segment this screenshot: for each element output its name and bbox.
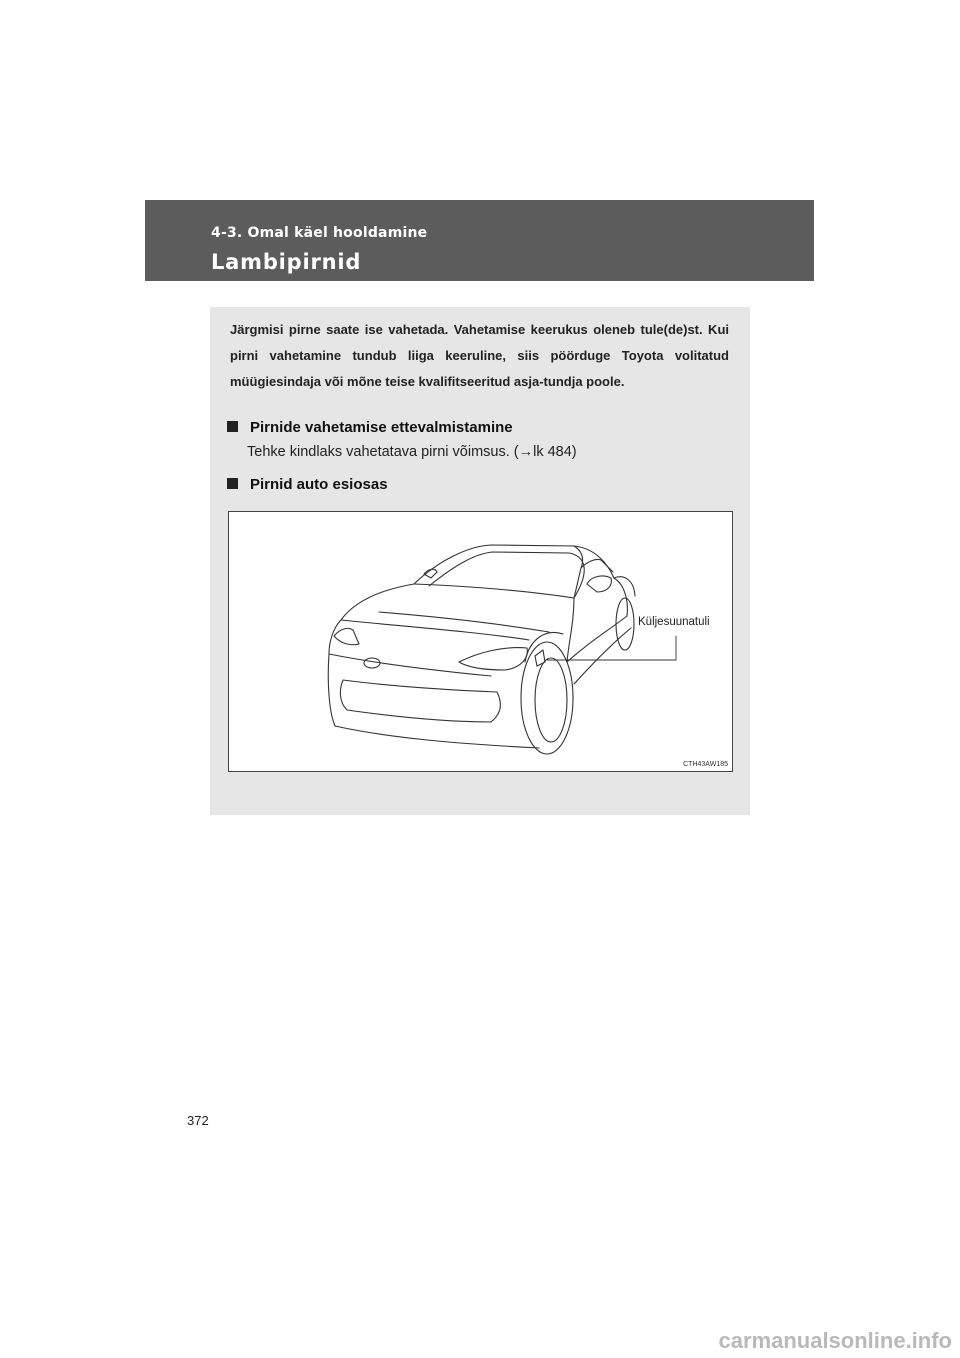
preparation-heading (227, 419, 513, 436)
intro-paragraph: Järgmisi pirne saate ise vahetada. Vahetamise keerukus oleneb tule(de)st. Kui pirni vahetamine tundub liiga keeruline, siis pöörduge Toyota volitatud müügiesindaja või mõne teise kvalifitseeritud asja-tundja poole. (230, 322, 729, 389)
preparation-text: Tehke kindlaks vahetatava pirni võimsus. (→lk 484) (247, 444, 577, 460)
figure-code: CTH43AW185 (683, 761, 728, 768)
square-bullet-icon (227, 421, 238, 432)
square-bullet-icon (227, 478, 238, 489)
watermark: carmanualsonline.info (718, 1328, 952, 1353)
car-illustration (229, 512, 732, 771)
car-front-figure (228, 511, 733, 772)
preparation-heading-text: Pirnide vahetamise ettevalmistamine (250, 419, 513, 436)
page-number: 372 (187, 1113, 209, 1128)
chapter-header (145, 200, 814, 281)
page-title: Lambipirnid (211, 250, 362, 274)
section-label: 4-3. Omal käel hooldamine (211, 225, 428, 241)
front-bulbs-heading (227, 476, 388, 493)
side-turn-signal-label: Küljesuunatuli (638, 616, 710, 628)
front-bulbs-heading-text: Pirnid auto esiosas (250, 476, 388, 493)
content-panel (210, 307, 750, 815)
